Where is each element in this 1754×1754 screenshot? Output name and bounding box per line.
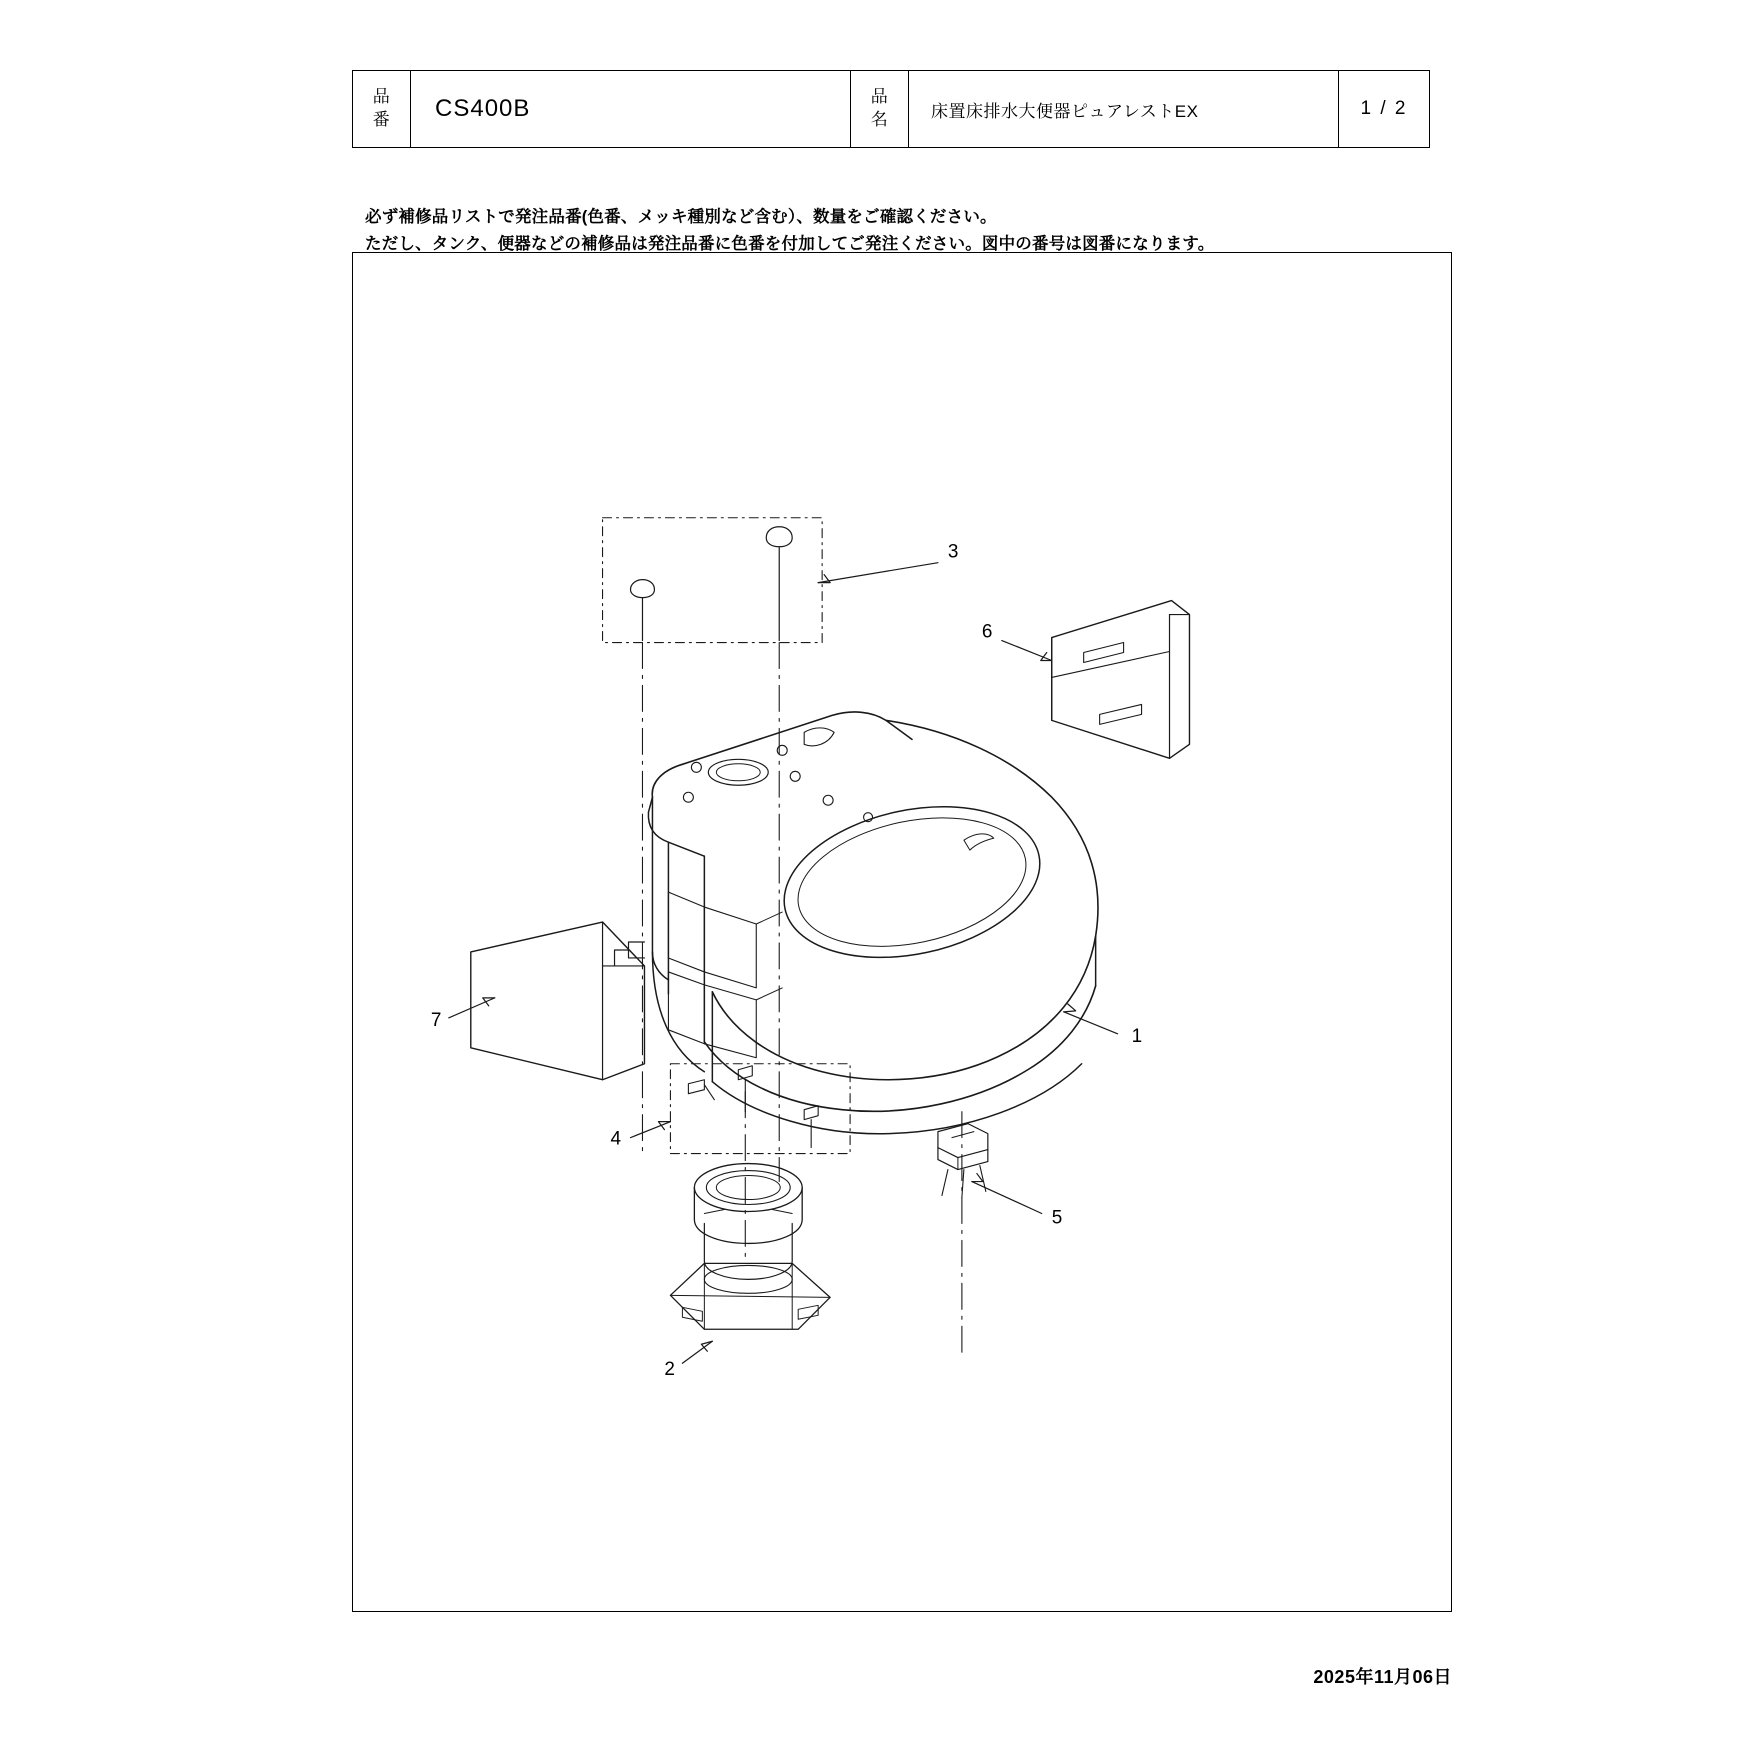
notes-block xyxy=(365,204,1465,258)
part-7-front-cover xyxy=(471,922,645,1080)
callout-1: 1 xyxy=(1131,1025,1143,1047)
note-line-1: 必ず補修品リストで発注品番(色番、メッキ種別など含む）、数量をご確認ください。 xyxy=(365,208,997,226)
part-3-bolt-set xyxy=(603,518,823,643)
callout-3: 3 xyxy=(947,541,959,563)
title-block xyxy=(352,70,1430,148)
product-name-label-char1: 品 xyxy=(870,87,889,107)
leader-lines xyxy=(449,563,1118,1364)
part-toilet-body xyxy=(615,712,1098,1134)
callout-2: 2 xyxy=(664,1359,675,1381)
part-5-fixing-bracket xyxy=(938,1124,988,1198)
callout-7: 7 xyxy=(430,1009,442,1031)
part-4-screw-set xyxy=(670,1064,850,1154)
note-line-2: ただし、タンク、便器などの補修品は発注品番に色番を付加してご発注ください。図中の番号は図番になります。 xyxy=(365,235,1215,254)
product-code-value: CS400B xyxy=(411,71,851,147)
product-code-label-char2: 番 xyxy=(372,110,391,129)
callout-6: 6 xyxy=(981,621,993,643)
product-name-label xyxy=(851,71,909,147)
part-6-rear-cover xyxy=(1052,601,1190,759)
callout-4: 4 xyxy=(610,1128,622,1150)
product-name-value: 床置床排水大便器ピュアレストEX xyxy=(909,71,1339,147)
page-number: 1 / 2 xyxy=(1360,98,1408,119)
product-code-label-char1: 品 xyxy=(372,87,391,107)
drawing-frame xyxy=(352,252,1452,1612)
footer-date: 2025年11月06日 xyxy=(1313,1667,1452,1687)
assembly-axis-lines xyxy=(642,643,961,1357)
callout-5: 5 xyxy=(1051,1207,1063,1229)
product-code-label xyxy=(353,71,411,147)
product-name-label-char2: 名 xyxy=(870,110,889,129)
part-2-floor-flange xyxy=(670,1164,830,1330)
exploded-view-drawing xyxy=(353,253,1451,1611)
